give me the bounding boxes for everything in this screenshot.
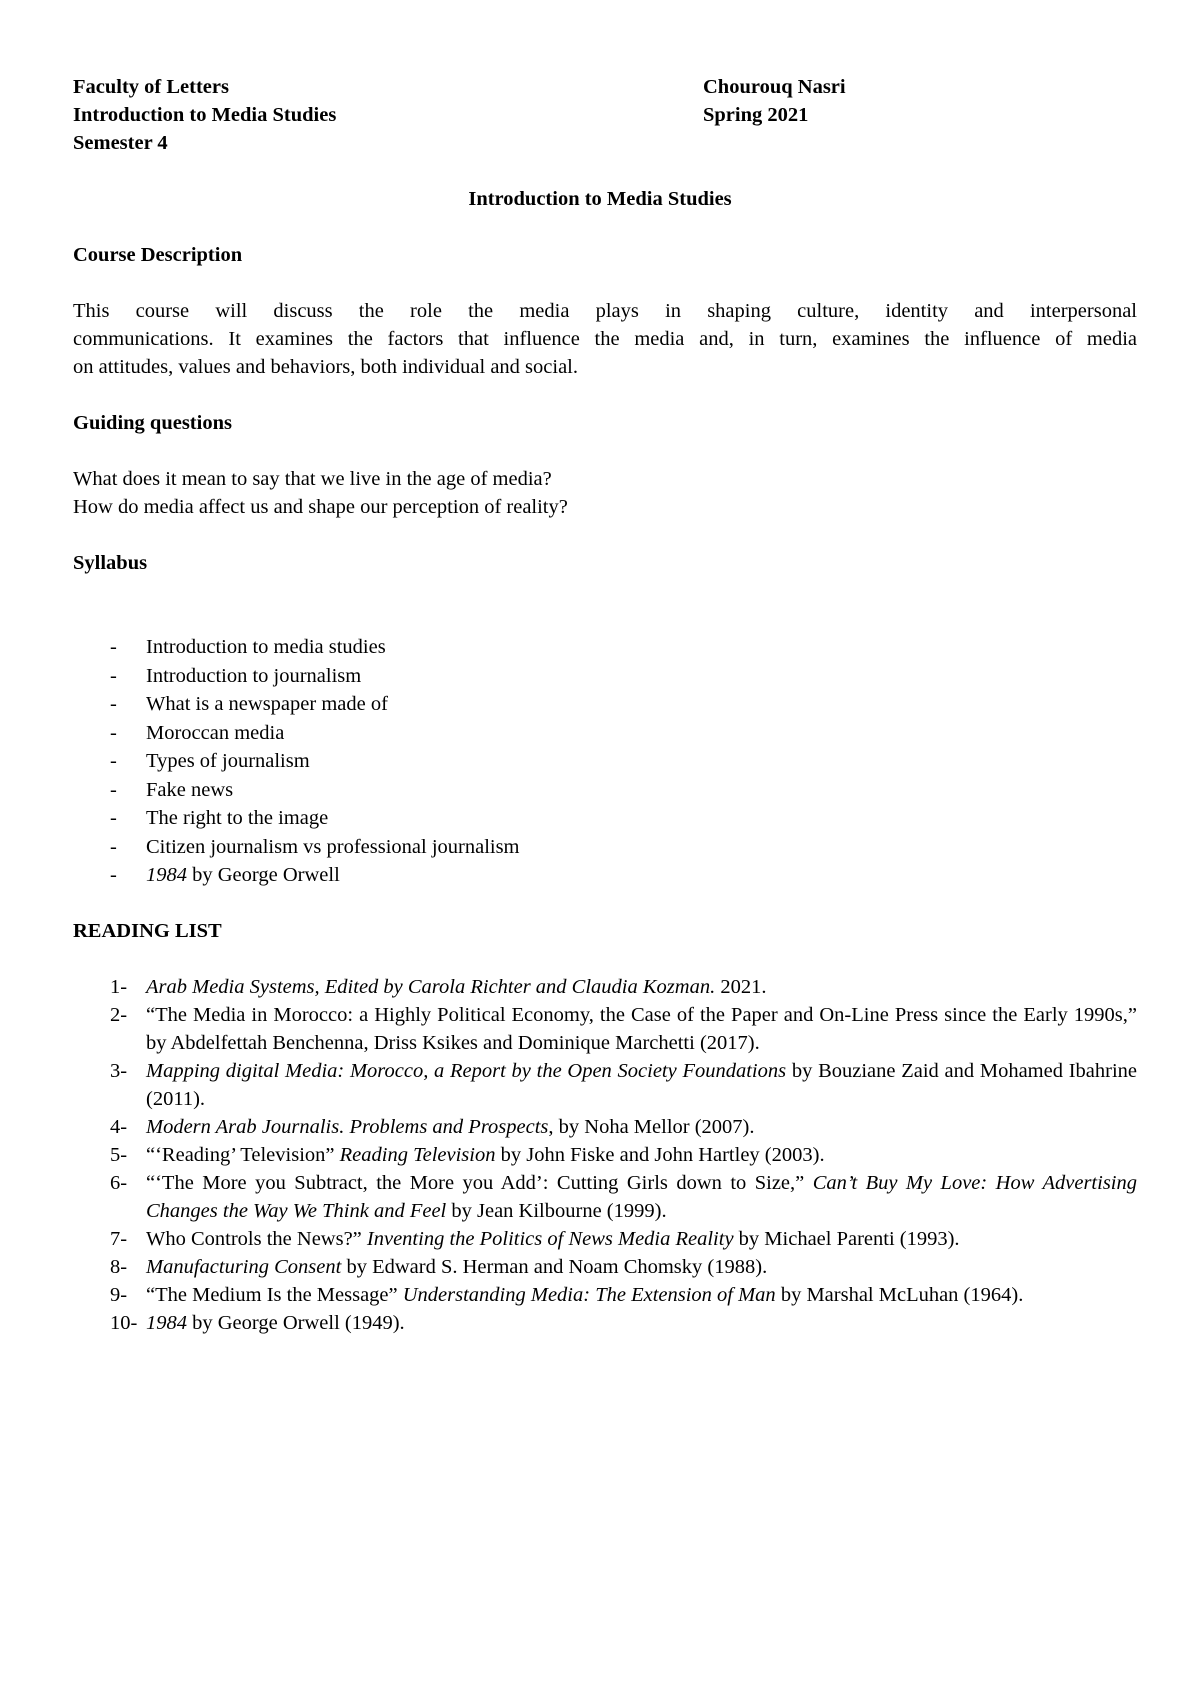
reading-item-title: Inventing the Politics of News Media Reality — [366, 1228, 734, 1250]
syllabus-item — [73, 861, 1137, 890]
reading-item-number: 10- — [110, 1312, 138, 1334]
syllabus-item-text: Fake news — [146, 778, 234, 801]
bullet-dash: - — [110, 807, 117, 829]
reading-item — [73, 1253, 1137, 1281]
reading-item-text: by Marshal McLuhan (1964). — [775, 1284, 1024, 1306]
reading-list-heading: READING LIST — [73, 920, 222, 942]
syllabus-item — [73, 833, 1137, 862]
bullet-dash: - — [110, 721, 117, 744]
reading-item — [73, 1309, 1137, 1337]
syllabus-item-text: The right to the image — [146, 807, 329, 829]
term: Spring 2021 — [703, 104, 809, 126]
syllabus-item — [73, 747, 1137, 776]
reading-item-text: , by Noha Mellor (2007). — [548, 1116, 755, 1138]
reading-item — [73, 1281, 1137, 1309]
reading-item-text: by Michael Parenti (1993). — [733, 1228, 960, 1250]
reading-item-number: 4- — [110, 1116, 128, 1138]
reading-item-text: by George Orwell (1949). — [187, 1312, 405, 1334]
syllabus-item-text: What is a newspaper made of — [146, 693, 388, 715]
reading-item-text: Who Controls the News?” — [146, 1228, 367, 1250]
syllabus-list-wrap — [73, 633, 1137, 890]
reading-item-text: “‘The More you Subtract, the More you Add’: Cutting Girls down to Size,” — [146, 1172, 813, 1194]
syllabus-item — [73, 804, 1137, 833]
reading-item-title: Modern Arab Journalis. Problems and Prospects — [146, 1116, 549, 1138]
author-name: Chourouq Nasri — [703, 76, 846, 98]
reading-item-number: 3- — [110, 1060, 128, 1082]
faculty-name: Faculty of Letters — [73, 76, 229, 98]
reading-item — [73, 1169, 1137, 1225]
reading-item-title: Manufacturing Consent — [146, 1256, 342, 1278]
reading-item-number: 5- — [110, 1144, 128, 1166]
reading-item-text: “The Medium Is the Message” — [146, 1284, 403, 1306]
reading-item-title: Reading Television — [339, 1144, 496, 1166]
reading-item-text: by Bouziane Zaid and Mohamed Ibahrine (2011). — [146, 1060, 1137, 1110]
syllabus-item-text: Moroccan media — [146, 721, 285, 744]
syllabus-item-text: by George Orwell — [187, 864, 340, 886]
reading-item-title: Understanding Media: The Extension of Man — [402, 1284, 776, 1306]
reading-item-text: by John Fiske and John Hartley (2003). — [495, 1144, 825, 1166]
reading-item-text: 2021. — [715, 976, 767, 998]
bullet-dash: - — [110, 693, 117, 715]
header-left — [73, 73, 336, 157]
reading-item — [73, 973, 1137, 1001]
semester: Semester 4 — [73, 132, 168, 154]
course-description-text — [73, 297, 1137, 381]
reading-item-text: by Jean Kilbourne (1999). — [446, 1200, 667, 1222]
syllabus-item — [73, 633, 1137, 662]
reading-item-title: 1984 — [146, 1312, 187, 1334]
reading-list — [73, 973, 1137, 1337]
book-title: 1984 — [146, 864, 187, 886]
reading-item-number: 7- — [110, 1228, 128, 1250]
reading-item-number: 1- — [110, 976, 128, 998]
description-line: on attitudes, values and behaviors, both individual and social. — [73, 356, 578, 378]
reading-item-number: 6- — [110, 1172, 128, 1194]
course-name: Introduction to Media Studies — [73, 104, 337, 126]
bullet-dash: - — [110, 778, 117, 801]
bullet-dash: - — [110, 864, 117, 886]
syllabus-item-text: Introduction to media studies — [146, 636, 386, 658]
course-description-heading: Course Description — [73, 244, 243, 266]
syllabus-item — [73, 719, 1137, 748]
reading-list-wrap — [73, 973, 1137, 1337]
guiding-questions-heading: Guiding questions — [73, 412, 232, 434]
syllabus-item — [73, 690, 1137, 719]
reading-item-title: Arab Media Systems, Edited by Carola Richter and Claudia Kozman. — [146, 976, 716, 998]
reading-item-title: Mapping digital Media: Morocco, a Report by the Open Society Foundations — [146, 1060, 787, 1082]
header-right — [703, 73, 846, 129]
syllabus-item — [73, 776, 1137, 805]
reading-item-title: Can’t Buy My Love: How Advertising Changes the Way We Think and Feel — [146, 1172, 1137, 1222]
guiding-question: How do media affect us and shape our perception of reality? — [73, 496, 568, 518]
guiding-question: What does it mean to say that we live in the age of media? — [73, 468, 552, 490]
description-line: communications. It examines the factors that influence the media and, in turn, examines the influence of media — [73, 328, 1137, 350]
syllabus-list — [73, 633, 1137, 890]
reading-item — [73, 1141, 1137, 1169]
reading-item — [73, 1057, 1137, 1113]
bullet-dash: - — [110, 835, 117, 858]
bullet-dash: - — [110, 750, 117, 772]
reading-item-text: “The Media in Morocco: a Highly Political Economy, the Case of the Paper and On-Line Press since the Early 1990s,” by Abdelfettah Benchenna, Driss Ksikes and Dominique Marchetti (2017). — [146, 1004, 1137, 1054]
syllabus-item-text: Citizen journalism vs professional journalism — [146, 835, 520, 858]
syllabus-item — [73, 662, 1137, 691]
description-line: This course will discuss the role the media plays in shaping culture, identity and interpersonal — [73, 300, 1137, 322]
bullet-dash: - — [110, 636, 117, 658]
reading-item-text: by Edward S. Herman and Noam Chomsky (1988). — [341, 1256, 768, 1278]
syllabus-heading: Syllabus — [73, 552, 148, 574]
reading-item-number: 8- — [110, 1256, 128, 1278]
document-title: Introduction to Media Studies — [468, 188, 732, 210]
reading-item-text: “‘Reading’ Television” — [146, 1144, 340, 1166]
bullet-dash: - — [110, 664, 117, 687]
syllabus-item-text: Types of journalism — [146, 750, 310, 772]
reading-item — [73, 1001, 1137, 1057]
reading-item — [73, 1225, 1137, 1253]
syllabus-item-text: Introduction to journalism — [146, 664, 362, 687]
reading-item-number: 9- — [110, 1284, 128, 1306]
guiding-questions-list — [73, 465, 1137, 521]
reading-item-number: 2- — [110, 1004, 128, 1026]
reading-item — [73, 1113, 1137, 1141]
